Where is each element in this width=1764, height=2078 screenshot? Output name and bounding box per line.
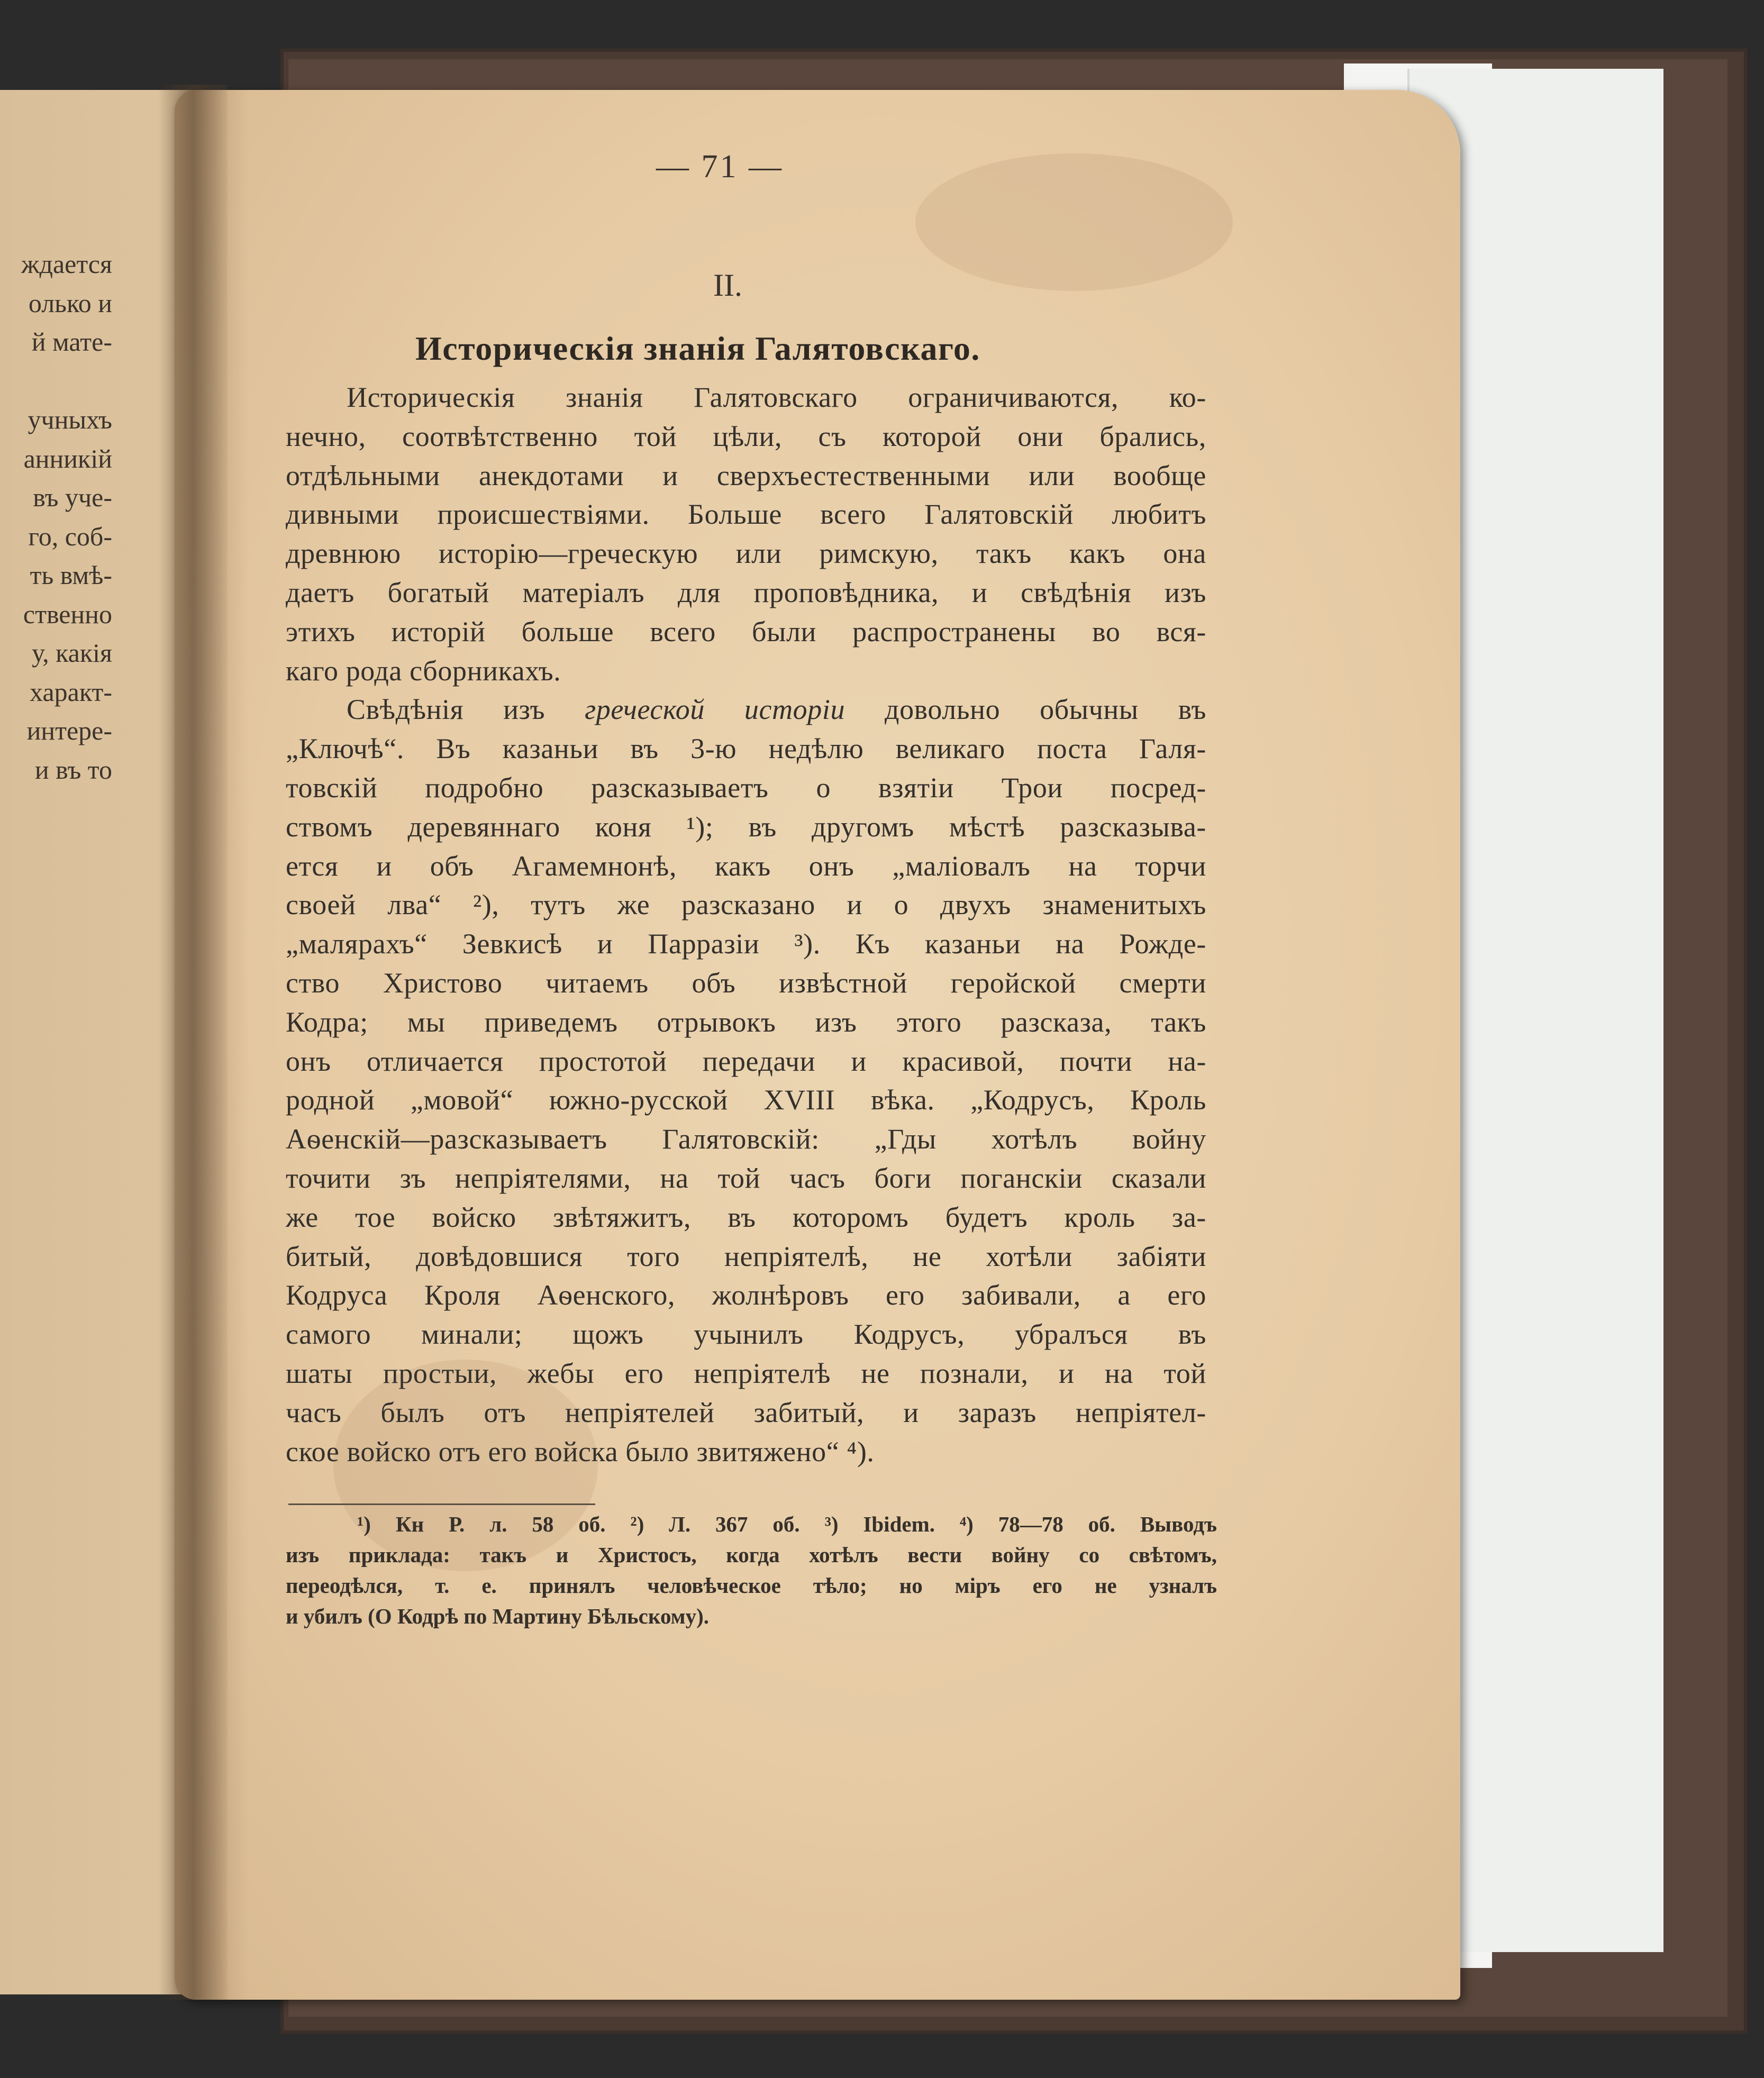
body-line: даетъ богатый матеріалъ для проповѣдника, и свѣдѣнія изъ	[286, 576, 1206, 608]
body-line: Кодруса Кроля Аѳенского, жолнѣровъ его забивали, а его	[286, 1279, 1206, 1311]
body-line: часъ былъ отъ непріятелей забитый, и заразъ непріятел-	[286, 1396, 1206, 1428]
left-page-line: интере-	[26, 716, 112, 745]
left-page-line: анникій	[23, 443, 112, 473]
left-page-line: учныхъ	[28, 405, 112, 434]
body-line: онъ отличается простотой передачи и красивой, почти на-	[286, 1045, 1206, 1077]
body-line: ство Христово читаемъ объ извѣстной геройской смерти	[286, 967, 1206, 999]
body-line: ствомъ деревяннаго коня ¹); въ другомъ мѣстѣ разсказыва-	[286, 810, 1206, 843]
paper-stain	[915, 153, 1233, 291]
left-page-line: въ уче-	[33, 482, 112, 512]
body-line: Аѳенскій—разсказываетъ Галятовскій: „Гды хотѣлъ войну	[286, 1123, 1206, 1155]
body-line: древнюю исторію—греческую или римскую, такъ какъ она	[286, 537, 1206, 570]
left-page-line: й мате-	[31, 327, 112, 357]
body-line: ское войско отъ его войска было звитяжено“ ⁴).	[286, 1435, 875, 1468]
body-line: шаты простыи, жебы его непріятелѣ не познали, и на той	[286, 1357, 1206, 1389]
body-line: ется и объ Агамемнонѣ, какъ онъ „маліовалъ на торчи	[286, 850, 1206, 882]
body-line: самого минали; щожъ учынилъ Кодрусъ, убралъся въ	[286, 1318, 1206, 1351]
body-line: родной „мовой“ южно-русской XVIII вѣка. „Кодрусъ, Кроль	[286, 1084, 1206, 1116]
left-page-line: го, соб-	[28, 521, 112, 551]
body-line: Кодра; мы приведемъ отрывокъ изъ этого разсказа, такъ	[286, 1006, 1206, 1038]
body-line: точити зъ непріятелями, на той часъ боги поганскіи сказали	[286, 1162, 1206, 1194]
body-line: битый, довѣдовшися того непріятелѣ, не хотѣли забіяти	[286, 1240, 1206, 1272]
body-line: Историческія знанія Галятовскаго ограничиваются, ко-	[347, 381, 1206, 413]
left-page-line: ственно	[23, 599, 112, 629]
footnote-line: ¹) Кн Р. л. 58 об. ²) Л. 367 об. ³) Ibidem. ⁴) 78—78 об. Выводъ	[357, 1512, 1217, 1536]
left-page-line: у, какія	[32, 638, 112, 668]
section-number: II.	[713, 268, 742, 303]
body-line: Свѣдѣнія изъ греческой исторіи довольно обычны въ	[347, 694, 1206, 726]
body-line: каго рода сборникахъ.	[286, 654, 561, 687]
body-line: отдѣльными анекдотами и сверхъестественными или вообще	[286, 459, 1206, 491]
body-line: „Ключѣ“. Въ казаньи въ 3-ю недѣлю великаго поста Галя-	[286, 733, 1206, 765]
left-page-line: характ-	[30, 677, 112, 707]
left-page-text-fragments	[0, 90, 112, 1994]
footnote-divider	[288, 1503, 595, 1505]
body-line: „малярахъ“ Зевкисѣ и Парразіи ³). Къ казаньи на Рожде-	[286, 928, 1206, 960]
body-line: товскій подробно разсказываетъ о взятіи Трои посред-	[286, 771, 1206, 804]
left-page-line: и въ то	[34, 754, 112, 785]
body-text	[286, 378, 1206, 1471]
footnotes	[286, 1509, 1217, 1632]
left-page-line: ть вмѣ-	[30, 560, 112, 590]
italic-phrase: греческой исторіи	[585, 694, 845, 726]
left-page-line: олько и	[28, 288, 112, 318]
footnote-line: изъ приклада: такъ и Христосъ, когда хотѣлъ вести войну со свѣтомъ,	[286, 1543, 1217, 1567]
body-line: дивными происшествіями. Больше всего Галятовскій любитъ	[286, 498, 1206, 531]
book-gutter-shadow	[159, 85, 228, 2000]
footnote-line: и убилъ (О Кодрѣ по Мартину Бѣльскому).	[286, 1604, 710, 1628]
footnote-line: переодѣлся, т. е. принялъ человѣческое тѣло; но міръ его не узналъ	[286, 1573, 1217, 1598]
left-page-line: ждается	[21, 249, 112, 279]
body-line: этихъ исторій больше всего были распространены во вся-	[286, 615, 1206, 648]
chapter-title: Историческія знанія Галятовскаго.	[415, 330, 980, 367]
body-line: же тое войско звѣтяжитъ, въ которомъ будетъ кроль за-	[286, 1201, 1206, 1233]
body-line: нечно, соотвѣтственно той цѣли, съ которой они брались,	[286, 420, 1206, 452]
page-number: — 71 —	[656, 149, 784, 185]
body-line: своей лва“ ²), тутъ же разсказано и о двухъ знаменитыхъ	[286, 889, 1206, 921]
